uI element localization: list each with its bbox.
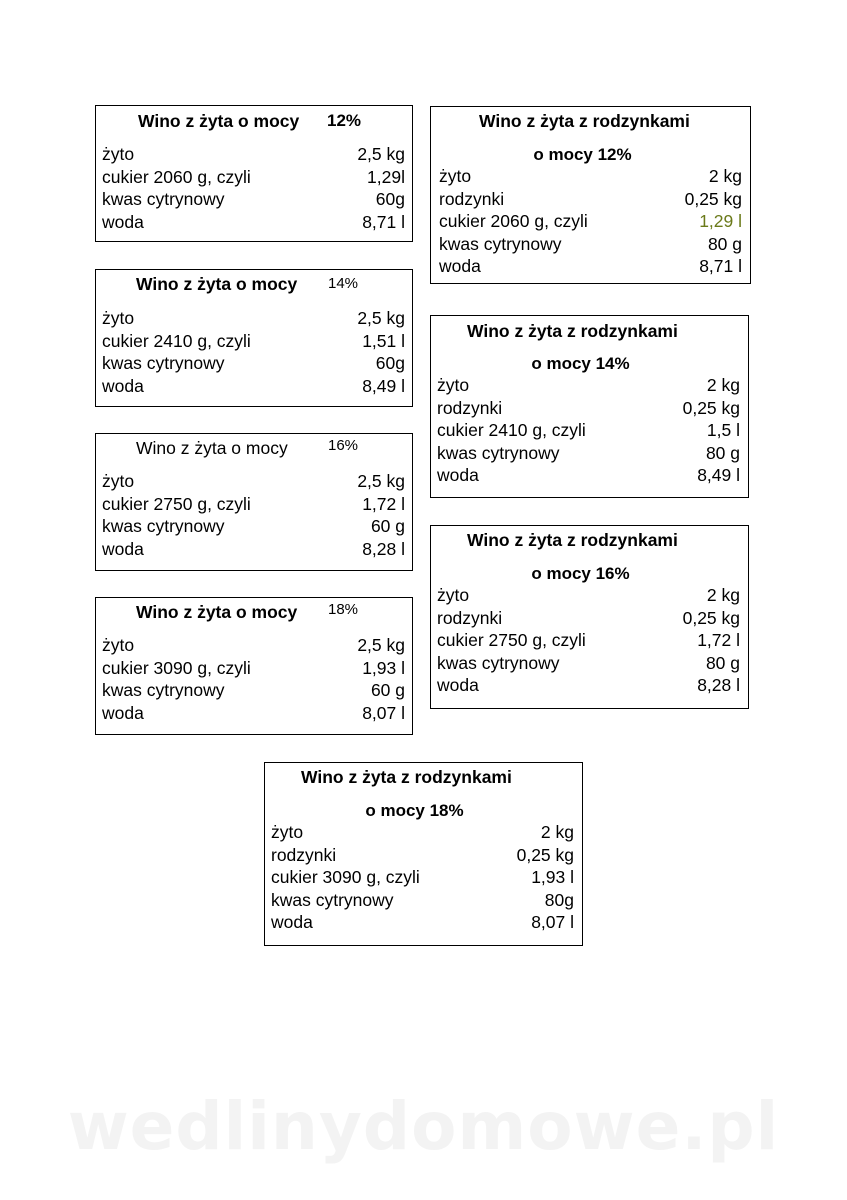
ingredient-amount: 0,25 kg	[682, 607, 740, 628]
ingredient-amount: 8,07 l	[531, 912, 574, 932]
ingredient-amount: 2,5 kg	[357, 144, 405, 164]
ingredient-name: kwas cytrynowy	[102, 516, 225, 536]
ingredient-name: żyto	[102, 308, 135, 328]
ingredient-row	[437, 419, 740, 442]
recipe-card-rye-16	[95, 433, 413, 571]
recipe-title: Wino z żyta z rodzynkami	[467, 321, 678, 341]
ingredient-amount: 8,49 l	[697, 465, 740, 485]
ingredient-amount: 60 g	[370, 516, 405, 536]
ingredient-name: żyto	[102, 635, 135, 655]
ingredient-amount: 8,28 l	[362, 538, 405, 559]
ingredient-list	[439, 165, 742, 278]
ingredient-amount: 8,49 l	[362, 375, 405, 396]
ingredient-amount: 8,07 l	[362, 702, 405, 723]
ingredient-name: żyto	[271, 822, 304, 842]
ingredient-row	[102, 634, 405, 657]
ingredient-row	[102, 679, 405, 702]
ingredient-row	[437, 652, 740, 675]
ingredient-row	[102, 143, 405, 166]
ingredient-row	[439, 210, 742, 233]
ingredient-amount: 0,25 kg	[684, 188, 742, 209]
ingredient-amount: 8,71 l	[362, 211, 405, 232]
ingredient-name: żyto	[437, 375, 470, 395]
ingredient-amount: 0,25 kg	[516, 844, 574, 865]
ingredient-row	[439, 233, 742, 256]
recipe-strength: 12%	[327, 111, 362, 130]
recipe-card-rye-12	[95, 105, 413, 242]
recipe-strength: 14%	[328, 275, 359, 292]
ingredient-name: kwas cytrynowy	[439, 233, 562, 254]
ingredient-name: cukier 3090 g, czyli	[271, 867, 420, 887]
ingredient-row	[271, 866, 574, 889]
ingredient-amount: 60g	[375, 353, 405, 373]
ingredient-row	[102, 166, 405, 189]
ingredient-amount: 2 kg	[706, 375, 740, 395]
ingredient-amount: 80g	[544, 889, 574, 910]
ingredient-list	[102, 470, 405, 560]
ingredient-amount: 80 g	[707, 233, 742, 254]
ingredient-amount: 1,72 l	[362, 493, 405, 514]
recipe-card-rye-raisins-14	[430, 315, 749, 498]
ingredient-name: cukier 2410 g, czyli	[437, 420, 586, 440]
ingredient-amount: 2,5 kg	[357, 635, 405, 655]
ingredient-name: cukier 3090 g, czyli	[102, 657, 251, 678]
ingredient-row	[437, 607, 740, 630]
ingredient-row	[102, 375, 405, 398]
ingredient-name: cukier 2060 g, czyli	[439, 211, 588, 231]
recipe-strength: 18%	[328, 601, 359, 618]
ingredient-list	[102, 634, 405, 724]
ingredient-amount: 1,5 l	[706, 420, 740, 440]
recipe-card-rye-raisins-16	[430, 525, 749, 709]
recipe-title: Wino z żyta z rodzynkami	[479, 111, 690, 131]
ingredient-name: woda	[271, 912, 313, 932]
ingredient-row	[102, 702, 405, 725]
ingredient-amount: 2 kg	[540, 822, 574, 842]
ingredient-row	[437, 674, 740, 697]
ingredient-amount: 1,29l	[367, 166, 405, 187]
recipe-subtitle: o mocy 16%	[531, 564, 630, 583]
ingredient-amount: 80 g	[705, 442, 740, 463]
ingredient-row	[437, 397, 740, 420]
ingredient-name: kwas cytrynowy	[437, 652, 560, 673]
ingredient-name: kwas cytrynowy	[271, 889, 394, 910]
ingredient-row	[271, 821, 574, 844]
ingredient-row	[439, 188, 742, 211]
ingredient-row	[271, 889, 574, 912]
ingredient-name: cukier 2410 g, czyli	[102, 330, 251, 351]
recipe-card-rye-14	[95, 269, 413, 407]
ingredient-name: żyto	[102, 471, 135, 491]
ingredient-row	[437, 629, 740, 652]
ingredient-row	[271, 911, 574, 934]
ingredient-name: rodzynki	[271, 844, 337, 865]
ingredient-name: cukier 2060 g, czyli	[102, 166, 251, 187]
ingredient-name: żyto	[102, 144, 135, 164]
ingredient-name: woda	[102, 538, 144, 559]
recipe-title: Wino z żyta o mocy	[136, 438, 288, 458]
recipe-card-rye-raisins-12	[430, 106, 751, 284]
ingredient-amount: 0,25 kg	[682, 397, 740, 418]
recipe-title: Wino z żyta o mocy	[138, 111, 300, 131]
ingredient-amount-highlighted: 1,29 l	[699, 211, 742, 231]
ingredient-row	[102, 188, 405, 211]
recipe-title: Wino z żyta o mocy	[136, 274, 298, 294]
ingredient-name: cukier 2750 g, czyli	[102, 493, 251, 514]
ingredient-name: woda	[437, 465, 479, 485]
recipe-title: Wino z żyta z rodzynkami	[301, 767, 512, 787]
ingredient-amount: 2,5 kg	[357, 308, 405, 328]
recipe-subtitle: o mocy 18%	[365, 801, 464, 820]
ingredient-row	[102, 470, 405, 493]
ingredient-list	[437, 584, 740, 697]
ingredient-name: żyto	[439, 166, 472, 186]
ingredient-row	[102, 538, 405, 561]
ingredient-name: woda	[102, 375, 144, 396]
ingredient-amount: 1,93 l	[531, 867, 574, 887]
ingredient-name: kwas cytrynowy	[102, 680, 225, 700]
ingredient-row	[437, 374, 740, 397]
ingredient-name: woda	[439, 256, 481, 276]
ingredient-list	[102, 307, 405, 397]
ingredient-row	[437, 442, 740, 465]
ingredient-list	[437, 374, 740, 487]
recipe-title: Wino z żyta o mocy	[136, 602, 298, 622]
ingredient-name: kwas cytrynowy	[102, 353, 225, 373]
ingredient-name: rodzynki	[439, 188, 505, 209]
ingredient-name: cukier 2750 g, czyli	[437, 630, 586, 650]
ingredient-amount: 80 g	[705, 652, 740, 673]
recipe-subtitle: o mocy 12%	[533, 145, 632, 164]
ingredient-name: kwas cytrynowy	[102, 189, 225, 209]
ingredient-row	[439, 165, 742, 188]
ingredient-row	[437, 584, 740, 607]
ingredient-amount: 2,5 kg	[357, 471, 405, 491]
ingredient-amount: 2 kg	[708, 166, 742, 186]
ingredient-list	[271, 821, 574, 934]
ingredient-name: woda	[102, 702, 144, 723]
recipe-subtitle: o mocy 14%	[531, 354, 630, 373]
ingredient-name: żyto	[437, 585, 470, 605]
ingredient-amount: 60g	[375, 189, 405, 209]
recipe-strength: 16%	[328, 437, 359, 454]
ingredient-row	[102, 493, 405, 516]
ingredient-row	[271, 844, 574, 867]
ingredient-name: kwas cytrynowy	[437, 442, 560, 463]
recipe-card-rye-18	[95, 597, 413, 735]
ingredient-name: rodzynki	[437, 397, 503, 418]
ingredient-amount: 60 g	[370, 680, 405, 700]
ingredient-amount: 2 kg	[706, 585, 740, 605]
recipe-title: Wino z żyta z rodzynkami	[467, 530, 678, 550]
site-watermark: wedlinydomowe.pl	[67, 1088, 780, 1165]
ingredient-name: woda	[102, 211, 144, 232]
ingredient-amount: 8,71 l	[699, 256, 742, 276]
recipe-card-rye-raisins-18	[264, 762, 583, 946]
ingredient-row	[439, 255, 742, 278]
ingredient-row	[437, 464, 740, 487]
ingredient-row	[102, 330, 405, 353]
ingredient-row	[102, 211, 405, 234]
ingredient-row	[102, 515, 405, 538]
ingredient-amount: 1,51 l	[362, 330, 405, 351]
ingredient-name: rodzynki	[437, 607, 503, 628]
ingredient-name: woda	[437, 675, 479, 695]
ingredient-row	[102, 352, 405, 375]
ingredient-list	[102, 143, 405, 233]
ingredient-amount: 1,72 l	[697, 630, 740, 650]
ingredient-amount: 8,28 l	[697, 675, 740, 695]
ingredient-row	[102, 307, 405, 330]
ingredient-amount: 1,93 l	[362, 657, 405, 678]
ingredient-row	[102, 657, 405, 680]
